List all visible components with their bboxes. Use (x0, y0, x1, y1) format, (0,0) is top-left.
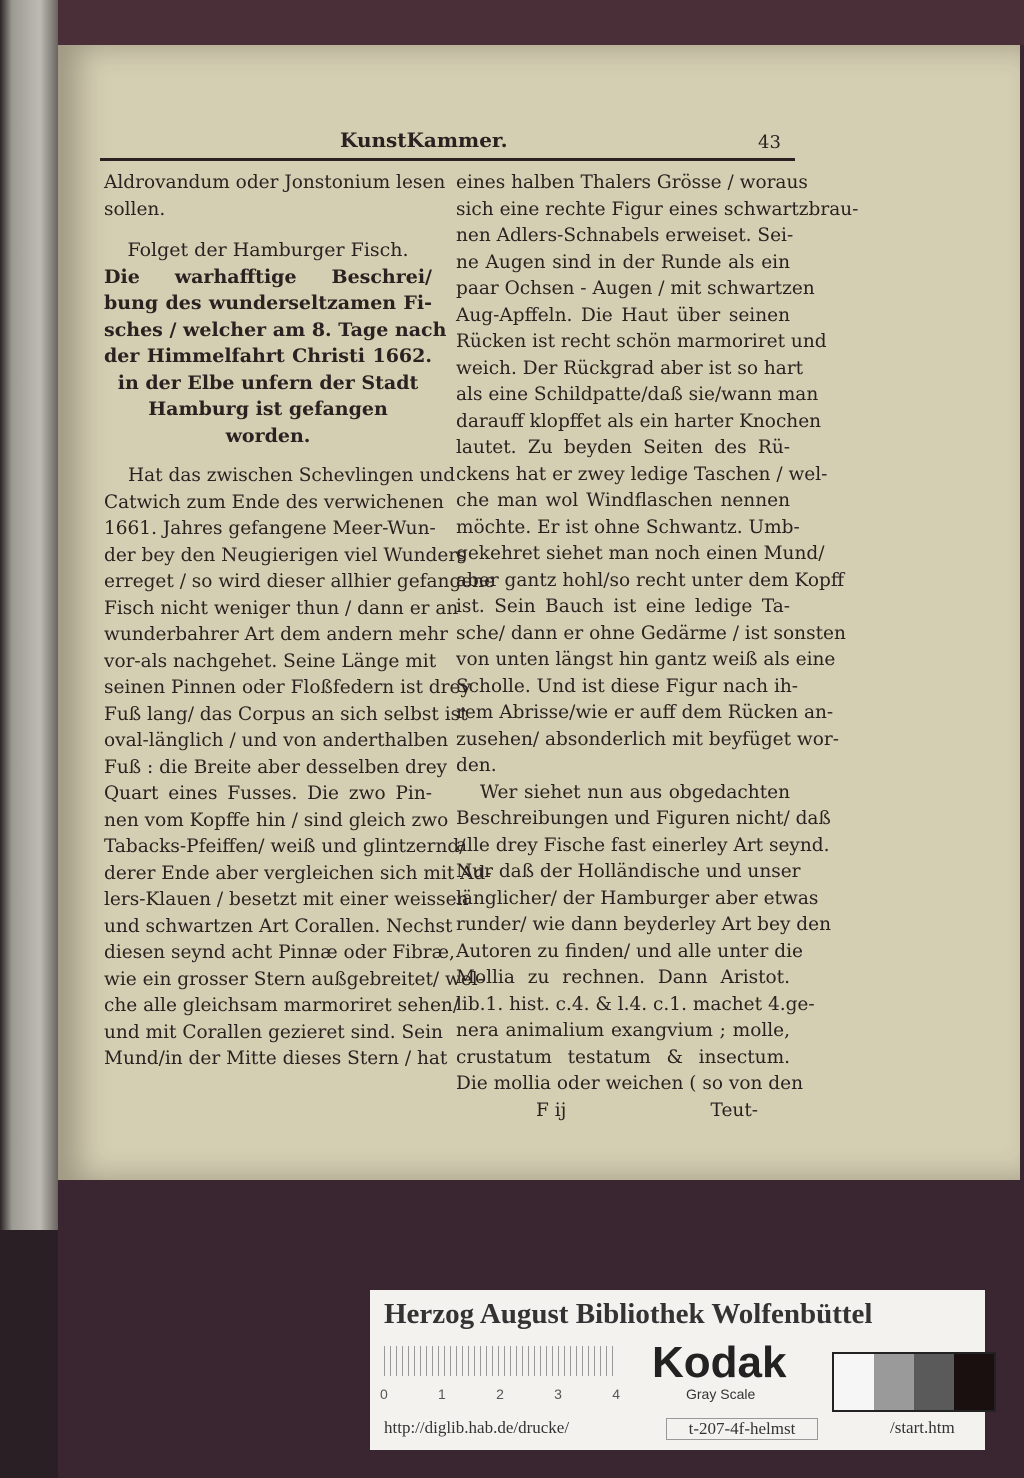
text-line: den. (456, 755, 497, 776)
url-id: t-207-4f-helmst (666, 1418, 818, 1440)
scan-background (0, 0, 1024, 45)
section-title-line: der Himmelfahrt Christi 1662. (104, 345, 432, 367)
text-line: Tabacks-Pfeiffen/ weiß und glintzernd/ (104, 836, 466, 857)
text-line: eines halben Thalers Grösse / woraus (456, 172, 808, 193)
text-line: lers-Klauen / besetzt mit einer weissen (104, 889, 469, 910)
left-column (104, 170, 496, 1073)
text-line: 1661. Jahres gefangene Meer-Wun- (104, 518, 436, 539)
text-line: ckens hat er zwey ledige Taschen / wel- (456, 463, 828, 485)
text-line: gekehret siehet man noch einen Mund/ (456, 543, 825, 564)
text-line: ist. Sein Bauch ist eine ledige Ta- (456, 596, 790, 617)
text-line: Mollia zu rechnen. Dann Aristot. (456, 967, 790, 988)
text-line: weich. Der Rückgrad aber ist so hart (456, 357, 804, 379)
gray-swatch (834, 1354, 874, 1410)
text-line: zusehen/ absonderlich mit beyfüget wor- (456, 728, 839, 750)
text-line: Fuß : die Breite aber desselben drey (104, 756, 448, 778)
spacer (104, 223, 432, 237)
text-line: che man wol Windflaschen nennen (456, 490, 790, 511)
text-line: länglicher/ der Hamburger aber etwas (456, 887, 819, 909)
text-line: sche/ dann er ohne Gedärme / ist sonsten (456, 622, 846, 644)
page-footer (456, 1098, 790, 1125)
ruler-numbers (380, 1386, 620, 1402)
gray-swatch (954, 1354, 994, 1410)
text-line: Catwich zum Ende des verwichenen (104, 491, 444, 513)
text-line: Aug-Apffeln. Die Haut über seinen (456, 304, 790, 326)
gray-swatch (914, 1354, 954, 1410)
text-line: Aldrovandum oder Jonstonium lesen (104, 172, 446, 193)
gray-swatch (874, 1354, 914, 1410)
text-line: sollen. (104, 198, 166, 220)
subheading: Folget der Hamburger Fisch. (127, 239, 409, 261)
text-line: diesen seynd acht Pinnæ oder Fibræ, (104, 942, 455, 963)
section-title-line: in der Elbe unfern der Stadt (117, 371, 419, 394)
ruler-number: 4 (612, 1386, 620, 1402)
text-line: rem Abrisse/wie er auff dem Rücken an- (456, 702, 834, 723)
catchword: Teut- (710, 1099, 758, 1121)
text-line: vor-als nachgehet. Seine Länge mit (104, 650, 437, 672)
text-line: Quart eines Fusses. Die zwo Pin- (104, 783, 432, 804)
signature-mark: F ij (536, 1099, 567, 1121)
right-column (456, 170, 859, 1124)
section-title-line: Hamburg ist gefangen (148, 398, 388, 420)
url-prefix: http://diglib.hab.de/drucke/ (384, 1418, 570, 1437)
text-line: von unten längst hin gantz weiß als eine (456, 649, 836, 670)
text-line: und mit Corallen gezieret sind. Sein (104, 1021, 443, 1043)
text-line: Scholle. Und ist diese Figur nach ih- (456, 675, 799, 697)
text-line: nen Adlers-Schnabels erweiset. Sei- (456, 225, 794, 246)
text-line: che alle gleichsam marmoriret sehen/ (104, 995, 460, 1016)
scan-background-lower (0, 1230, 58, 1478)
text-line: der bey den Neugierigen viel Wunders (104, 544, 467, 566)
text-line: sich eine rechte Figur eines schwartzbrau- (456, 198, 859, 220)
text-line: lib.1. hist. c.4. & l.4. c.1. machet 4.ge- (456, 993, 815, 1015)
text-line: Hat das zwischen Schevlingen und (128, 465, 456, 486)
text-line: nen vom Kopffe hin / sind gleich zwo (104, 809, 449, 831)
gray-scale-swatches (832, 1352, 996, 1412)
text-line: alle drey Fische fast einerley Art seynd. (456, 834, 830, 856)
ruler-number: 2 (496, 1386, 504, 1402)
text-line: Nur daß der Holländische und unser (456, 861, 801, 882)
section-title-line: Die warhafftige Beschrei/ (104, 265, 432, 288)
section-title-line: bung des wunderseltzamen Fi- (104, 292, 432, 314)
text-line: Wer siehet nun aus obgedachten (480, 781, 790, 803)
text-line: Fuß lang/ das Corpus an sich selbst ist (104, 703, 468, 725)
header-rule (100, 158, 795, 161)
text-line: erreget / so wird dieser allhier gefangene (104, 571, 496, 592)
page-number: 43 (758, 132, 781, 153)
text-line: Die mollia oder weichen ( so von den (456, 1073, 803, 1094)
text-line: aber gantz hohl/so recht unter dem Kopff (456, 569, 845, 591)
section-title-line: worden. (225, 424, 311, 447)
text-line: runder/ wie dann beyderley Art bey den (456, 914, 832, 935)
ruler-number: 0 (380, 1386, 388, 1402)
kodak-logo: Kodak (652, 1338, 787, 1387)
ruler-number: 3 (554, 1386, 562, 1402)
text-line: als eine Schildpatte/daß sie/wann man (456, 384, 819, 405)
text-line: nera animalium exangvium ; molle, (456, 1020, 790, 1041)
text-line: oval-länglich / und von anderthalben (104, 730, 449, 751)
text-line: seinen Pinnen oder Floßfedern ist drey (104, 677, 471, 698)
ruler-number: 1 (438, 1386, 446, 1402)
ruler-scale (384, 1346, 616, 1376)
text-line: wunderbahrer Art dem andern mehr (104, 624, 448, 645)
text-line: lautet. Zu beyden Seiten des Rü- (456, 437, 790, 458)
text-line: crustatum testatum & insectum. (456, 1046, 790, 1068)
url-suffix: /start.htm (890, 1418, 955, 1437)
text-line: Rücken ist recht schön marmoriret und (456, 331, 827, 352)
spacer (104, 449, 432, 463)
text-line: paar Ochsen - Augen / mit schwartzen (456, 278, 815, 299)
gray-scale-label: Gray Scale (686, 1386, 756, 1402)
text-line: Fisch nicht weniger thun / dann er an (104, 597, 459, 619)
text-line: wie ein grosser Stern außgebreitet/ wel- (104, 968, 484, 990)
text-line: derer Ende aber vergleichen sich mit Ad- (104, 862, 492, 884)
text-line: Mund/in der Mitte dieses Stern / hat (104, 1048, 448, 1069)
library-label (370, 1290, 985, 1450)
text-line: und schwartzen Art Corallen. Nechst (104, 915, 453, 937)
library-name: Herzog August Bibliothek Wolfenbüttel (384, 1298, 873, 1330)
running-title: KunstKammer. (340, 128, 508, 152)
section-title-line: sches / welcher am 8. Tage nach (104, 318, 447, 341)
text-line: möchte. Er ist ohne Schwantz. Umb- (456, 516, 800, 538)
text-line: ne Augen sind in der Runde als ein (456, 251, 790, 273)
text-line: darauff klopffet als ein harter Knochen (456, 410, 822, 432)
text-line: Autoren zu finden/ und alle unter die (456, 940, 803, 962)
text-line: Beschreibungen und Figuren nicht/ daß (456, 808, 831, 829)
